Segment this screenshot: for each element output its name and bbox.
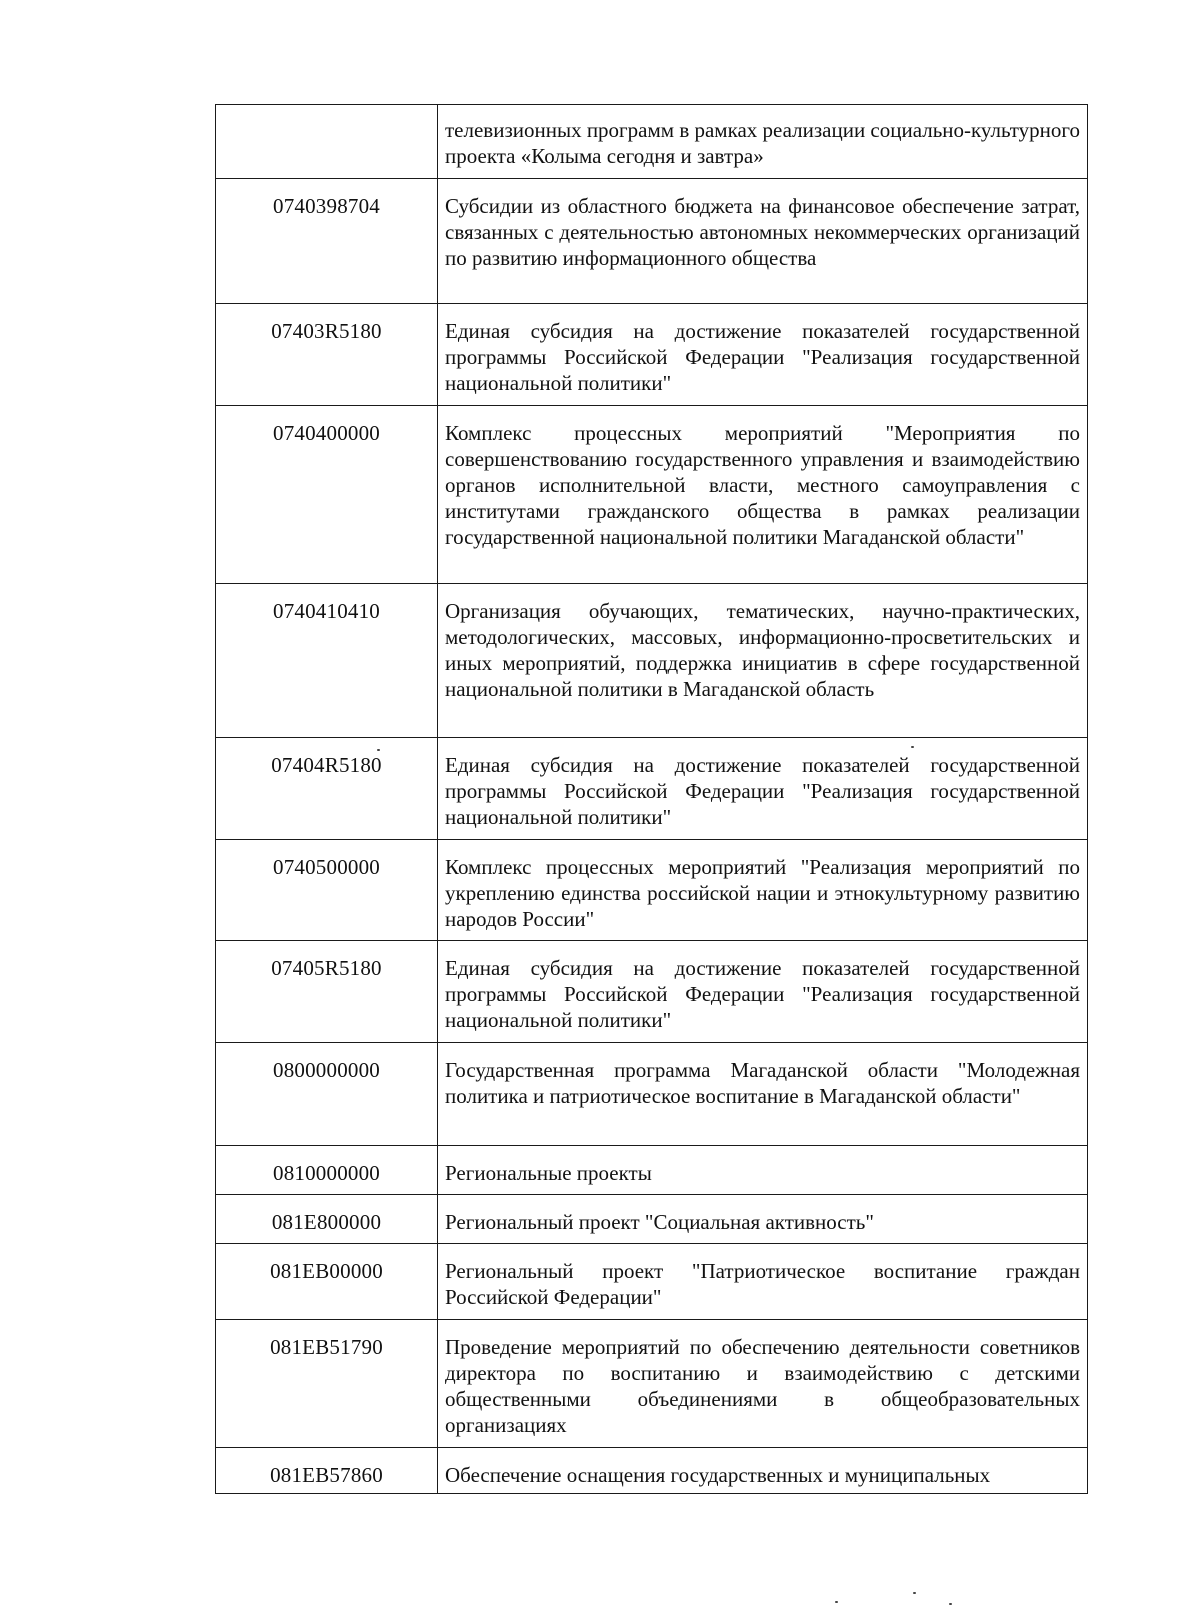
budget-code-table [215, 104, 1088, 1494]
table-row [216, 840, 1088, 941]
description-cell: Организация обучающих, тематических, научно-практических, методологических, массовых, информационно-просветительских и иных мероприятий, поддержка инициатив в сфере государственной национальной политики в Магаданской область [438, 584, 1088, 738]
code-cell: 07403R5180 [216, 304, 438, 406]
description-cell: Единая субсидия на достижение показателей государственной программы Российской Федерации "Реализация государственной национальной политики" [438, 941, 1088, 1043]
table-row [216, 1320, 1088, 1448]
code-cell: 0740500000 [216, 840, 438, 941]
code-cell: 0740410410 [216, 584, 438, 738]
scan-speck [377, 749, 380, 751]
code-cell [216, 105, 438, 179]
description-cell: Региональные проекты [438, 1146, 1088, 1195]
table-row [216, 179, 1088, 304]
scan-speck [835, 1601, 838, 1603]
table-row [216, 1146, 1088, 1195]
code-cell: 081EB00000 [216, 1244, 438, 1320]
code-cell: 0740400000 [216, 406, 438, 584]
code-cell: 0740398704 [216, 179, 438, 304]
description-cell: Единая субсидия на достижение показателей государственной программы Российской Федерации "Реализация государственной национальной политики" [438, 738, 1088, 840]
description-cell: Единая субсидия на достижение показателей государственной программы Российской Федерации "Реализация государственной национальной политики" [438, 304, 1088, 406]
code-cell: 0800000000 [216, 1043, 438, 1146]
table-row [216, 406, 1088, 584]
description-cell: Комплекс процессных мероприятий "Мероприятия по совершенствованию государственного управления и взаимодействию органов исполнительной власти, местного самоуправления с институтами гражданского общества в рамках реализации государственной национальной политики Магаданской области" [438, 406, 1088, 584]
description-cell: Региональный проект "Социальная активность" [438, 1195, 1088, 1244]
code-cell: 07405R5180 [216, 941, 438, 1043]
description-cell: Государственная программа Магаданской области "Молодежная политика и патриотическое воспитание в Магаданской области" [438, 1043, 1088, 1146]
code-cell: 081EB51790 [216, 1320, 438, 1448]
description-cell: Субсидии из областного бюджета на финансовое обеспечение затрат, связанных с деятельностью автономных некоммерческих организаций по развитию информационного общества [438, 179, 1088, 304]
scan-speck [949, 1603, 952, 1605]
code-cell: 07404R5180 [216, 738, 438, 840]
code-cell: 081EB57860 [216, 1448, 438, 1494]
description-cell: Проведение мероприятий по обеспечению деятельности советников директора по воспитанию и взаимодействию с детскими общественными объединениями в общеобразовательных организациях [438, 1320, 1088, 1448]
scan-speck [913, 1592, 916, 1594]
table-row [216, 1195, 1088, 1244]
table-row [216, 1448, 1088, 1494]
table-row [216, 941, 1088, 1043]
description-cell: Региональный проект "Патриотическое воспитание граждан Российской Федерации" [438, 1244, 1088, 1320]
table-row [216, 738, 1088, 840]
description-cell: телевизионных программ в рамках реализации социально-культурного проекта «Колыма сегодня и завтра» [438, 105, 1088, 179]
table-row [216, 304, 1088, 406]
description-cell: Обеспечение оснащения государственных и муниципальных [438, 1448, 1088, 1494]
table-row [216, 105, 1088, 179]
code-cell: 081E800000 [216, 1195, 438, 1244]
table-row [216, 584, 1088, 738]
code-cell: 0810000000 [216, 1146, 438, 1195]
table-row [216, 1244, 1088, 1320]
description-cell: Комплекс процессных мероприятий "Реализация мероприятий по укреплению единства российской нации и этнокультурному развитию народов России" [438, 840, 1088, 941]
table-row [216, 1043, 1088, 1146]
scan-speck [911, 746, 914, 748]
